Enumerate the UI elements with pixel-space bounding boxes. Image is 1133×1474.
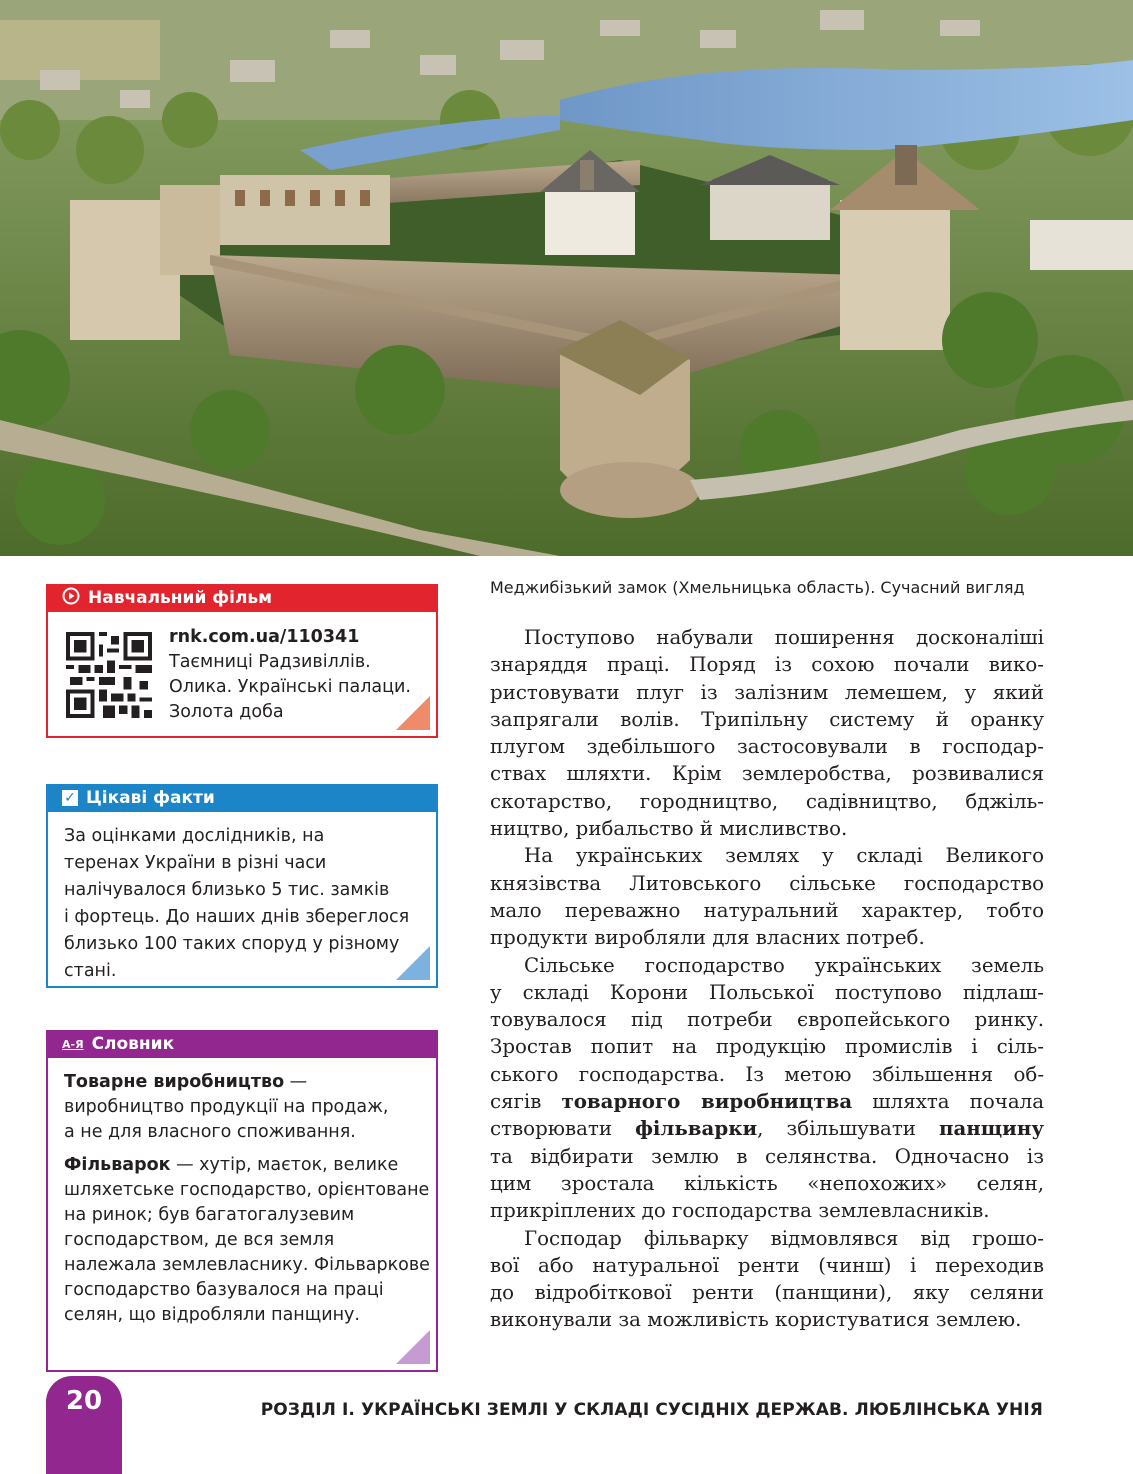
facts-line: налічувалося близько 5 тис. замків	[64, 880, 390, 900]
corner-decoration	[396, 696, 430, 730]
dictionary-definition: господарством, де вся земля	[64, 1230, 335, 1250]
dictionary-definition: селян, що відробляли панщину.	[64, 1305, 360, 1325]
text-line: Поступово набували поширення досконаліші	[524, 626, 1044, 649]
main-text	[490, 624, 1044, 1334]
dictionary-box-title: Словник	[91, 1034, 175, 1054]
corner-decoration	[396, 1330, 430, 1364]
text-line: вої або натуральної ренти (чинш) і переходив	[490, 1253, 1044, 1277]
castle-photo	[0, 0, 1133, 556]
text-line: Господар фільварку відмовлявся від грошо-	[524, 1226, 1044, 1250]
film-box-body	[46, 612, 438, 738]
text-line: виконували за можливість користуватися землею.	[490, 1308, 1022, 1332]
text-line: Зростав попит на продукцію промислів і сіль-	[490, 1035, 1044, 1059]
page-number-tab	[46, 1376, 122, 1474]
text-line: до відробіткової ренти (панщини), яку селяни	[490, 1281, 1044, 1305]
page-number: 20	[65, 1386, 103, 1416]
text-line: Сільське господарство українських земель	[524, 953, 1044, 977]
text-line: створювати фільварки, збільшувати панщину	[490, 1116, 1044, 1141]
dictionary-entry	[64, 1153, 430, 1328]
facts-line: За оцінками дослідників, на	[64, 826, 325, 846]
text-line: цим зростала кількість «непохожих» селян,	[490, 1171, 1044, 1195]
facts-box-body	[46, 812, 438, 988]
interesting-facts-box	[46, 784, 438, 988]
corner-decoration	[396, 946, 430, 980]
educational-film-box	[46, 584, 438, 738]
facts-line: і фортець. До наших днів збереглося	[64, 907, 410, 927]
key-term: фільварки	[635, 1116, 758, 1141]
film-title-line: Олика. Українські палаци.	[169, 677, 411, 697]
text-line: ствах шляхти. Крім землеробства, розвивалися	[490, 762, 1044, 786]
text-line: запрягали волів. Трипільну систему й оранку	[490, 707, 1044, 731]
facts-line: стані.	[64, 961, 117, 981]
checkbox-icon: ✓	[62, 790, 78, 806]
text-line: князівства Литовського сільське господарство	[490, 871, 1044, 895]
dictionary-term: Товарне виробництво	[64, 1072, 285, 1092]
text-line: товувалося під потреби європейського ринку.	[490, 1008, 1044, 1032]
text-line: сягів товарного виробництва шляхта почала	[490, 1089, 1045, 1114]
paragraph	[490, 1225, 1044, 1334]
dictionary-definition: господарство базувалося на праці	[64, 1280, 384, 1300]
text-line: продукти виробляли для власних потреб.	[490, 926, 925, 950]
dictionary-definition: — хутір, маєток, велике	[170, 1155, 399, 1175]
text-line: На українських землях у складі Великого	[524, 844, 1044, 868]
text-line: ського господарства. Із метою збільшення об-	[490, 1062, 1044, 1086]
play-circle-icon	[62, 587, 80, 610]
text-line: у складі Корони Польської поступово підлаш-	[490, 980, 1044, 1004]
text-line: знаряддя праці. Поряд із сохою почали вико-	[490, 653, 1044, 677]
text-line: мало переважно натуральний характер, тобто	[490, 898, 1044, 922]
paragraph	[490, 624, 1044, 842]
dictionary-definition: на ринок; був багатогалузевим	[64, 1205, 355, 1225]
facts-line: теренах України в різні часи	[64, 853, 327, 873]
film-title-line: Золота доба	[169, 702, 284, 722]
text-line: прикріплених до господарства землевласників.	[490, 1199, 990, 1223]
key-term: товарного виробництва	[561, 1089, 853, 1114]
dictionary-definition: належала землевласнику. Фільваркове	[64, 1255, 430, 1275]
dictionary-term: Фільварок	[64, 1155, 171, 1175]
film-box-header	[46, 584, 438, 612]
text-line: та відбирати землю в селянства. Одночасно із	[490, 1144, 1044, 1168]
text-line: плугом здебільшого застосовували в господар-	[490, 735, 1044, 759]
key-term: панщину	[939, 1116, 1044, 1141]
dictionary-box-body	[46, 1058, 438, 1372]
dictionary-definition: —	[284, 1072, 308, 1092]
dictionary-icon: А-Я	[62, 1037, 84, 1051]
text-line: ристовувати плуг із залізним лемешем, у який	[490, 680, 1044, 704]
dictionary-definition: виробництво продукції на продаж,	[64, 1097, 389, 1117]
facts-box-title: Цікаві факти	[86, 788, 215, 808]
film-box-title: Навчальний фільм	[88, 588, 273, 608]
facts-line: близько 100 таких споруд у різному	[64, 934, 400, 954]
text-line: скотарство, городництво, садівництво, бджіль-	[490, 789, 1044, 813]
film-title-line: Таємниці Радзивіллів.	[169, 652, 371, 672]
film-link[interactable]: rnk.com.ua/110341	[169, 627, 360, 647]
paragraph	[490, 952, 1044, 1225]
dictionary-box-header	[46, 1030, 438, 1058]
text-line: ництво, рибальство й мисливство.	[490, 817, 848, 841]
dictionary-entry	[64, 1070, 420, 1145]
film-info	[169, 625, 411, 725]
dictionary-definition: шляхетське господарство, орієнтоване	[64, 1180, 430, 1200]
photo-caption: Меджибізький замок (Хмельницька область). Сучасний вигляд	[490, 578, 1025, 597]
dictionary-definition: а не для власного споживання.	[64, 1122, 356, 1142]
section-title: РОЗДІЛ І. УКРАЇНСЬКІ ЗЕМЛІ У СКЛАДІ СУСІДНІХ ДЕРЖАВ. ЛЮБЛІНСЬКА УНІЯ	[260, 1400, 1043, 1420]
dictionary-box	[46, 1030, 438, 1372]
facts-box-header	[46, 784, 438, 812]
qr-code-icon[interactable]	[66, 632, 152, 718]
paragraph	[490, 842, 1044, 951]
